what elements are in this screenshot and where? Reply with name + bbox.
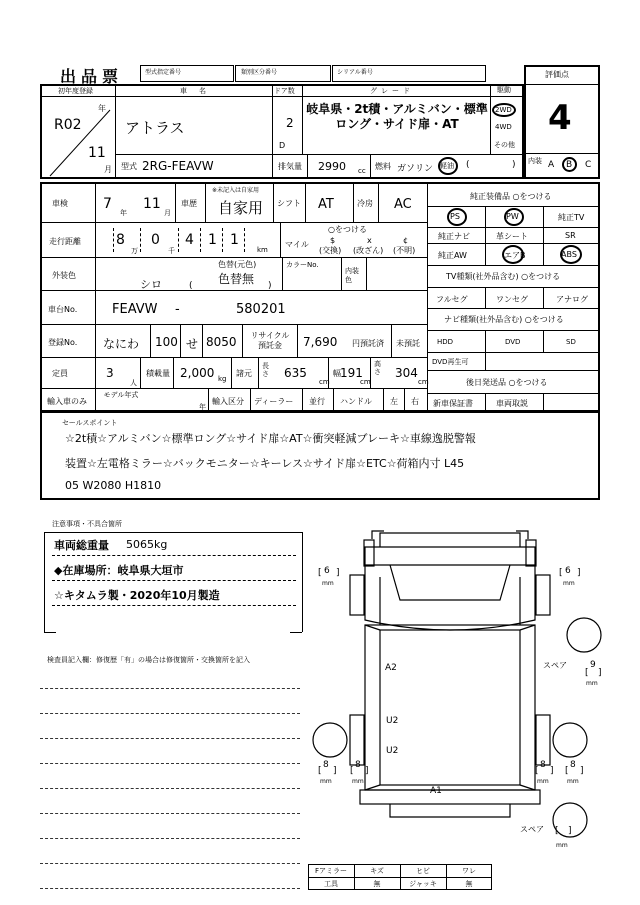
import-cls-label: 輸入区分 — [212, 397, 244, 406]
import-parallel: 並行 — [309, 397, 325, 406]
length-value: 635 — [284, 366, 307, 380]
equip-aw: 純正AW — [438, 251, 467, 260]
score-label: 評価点 — [545, 70, 569, 79]
repaint-value: 色替無 — [218, 272, 255, 286]
recycle-value: 7,690 — [303, 335, 338, 349]
gvw-label: 車両総重量 — [54, 539, 109, 552]
vehicle-diagram — [300, 525, 620, 855]
mileage-unknown: (不明) — [393, 246, 416, 255]
width-value: 191 — [340, 366, 363, 380]
tv-fullseg: フルセグ — [436, 295, 468, 304]
interior-grade-b: B — [566, 160, 573, 170]
svg-text:]: ] — [550, 766, 554, 776]
mm-fl: mm — [322, 580, 334, 587]
model-value: 2RG-FEAVW — [142, 159, 214, 173]
equip-tv: 純正TV — [558, 213, 585, 222]
repaint-label: 色替(元色) — [218, 260, 257, 269]
capacity-label: 定員 — [52, 369, 68, 378]
sales-line-3: 05 W2080 H1810 — [65, 479, 162, 492]
navi-type-title: ナビ種類(社外品含む) ○をつける — [444, 315, 564, 324]
doors-label: ドア数 — [274, 87, 295, 95]
tread-front-left: 6 — [324, 566, 330, 576]
width-label: 幅 — [333, 369, 341, 378]
svg-text:]: ] — [577, 568, 581, 578]
interior-grade-c: C — [585, 160, 592, 170]
tread-spare-top: 9 — [590, 660, 596, 670]
svg-text:[: [ — [535, 766, 539, 776]
ac-value: AC — [394, 197, 412, 212]
svg-text:[: [ — [585, 668, 589, 678]
gvw-value: 5065kg — [126, 538, 168, 551]
car-name: アトラス — [125, 119, 185, 137]
spare-label-bottom: スペア — [520, 825, 544, 834]
height-value: 304 — [395, 366, 418, 380]
reg-class: 100 — [155, 335, 178, 349]
first-reg-label: 初年度登録 — [58, 87, 93, 95]
class-number-label: 類別区分番号 — [241, 69, 278, 76]
inspector-label: 検査員記入欄：修復歴「有」の場合は修復箇所・交換箇所を記入 — [47, 656, 250, 664]
grade-label: グレード — [370, 87, 414, 95]
mm-spare: mm — [586, 680, 598, 687]
mileage-digit-4: 1 — [208, 232, 217, 248]
height-label: 高さ — [374, 360, 381, 376]
score-value: 4 — [548, 98, 572, 138]
navi-dvd-play: DVD再生可 — [432, 358, 469, 366]
cell-jack: ジャッキ — [409, 880, 437, 888]
tv-oneseg: ワンセグ — [496, 295, 528, 304]
history-label: 車歴 — [181, 199, 197, 208]
notes-label: 注意事項・不具合箇所 — [52, 520, 122, 528]
svg-text:]: ] — [580, 766, 584, 776]
shift-value: AT — [318, 197, 334, 212]
interior-label: 内装 — [528, 157, 542, 165]
repaint-paren-open: ( — [189, 281, 193, 291]
person-unit: 人 — [130, 379, 137, 387]
notes-maker: ☆キタムラ製・2020年10月製造 — [54, 589, 220, 602]
mm-rl2: mm — [352, 778, 364, 785]
mm-fr: mm — [563, 580, 575, 587]
drive-4wd: 4WD — [495, 123, 512, 131]
first-reg-era: R02 — [54, 117, 82, 133]
recycle-label: リサイクル預託金 — [250, 331, 290, 350]
first-reg-month: 11 — [88, 145, 106, 161]
mileage-digit-1: 8 — [116, 232, 125, 248]
length-label: 長さ — [262, 362, 269, 378]
import-label: 輸入車のみ — [47, 397, 87, 406]
swap-mark: $ — [330, 236, 336, 245]
mileage-digit-5: 1 — [230, 232, 239, 248]
mileage-rewind: (改ざん) — [353, 246, 384, 255]
interior-color-label: 内装色 — [345, 267, 359, 284]
model-label: 型式 — [121, 162, 137, 171]
tread-rear-right-1: 8 — [540, 760, 546, 770]
svg-text:]: ] — [336, 568, 340, 578]
cell-jack-none: 無 — [465, 880, 473, 888]
grade-value: 岐阜県・2t積・アルミバン・標準ロング・サイド扉・AT — [306, 102, 488, 131]
insp-month-unit: 月 — [164, 209, 171, 217]
length-cm: cm — [319, 378, 330, 386]
reg-area: なにわ — [103, 337, 140, 351]
svg-text:[: [ — [318, 568, 322, 578]
drive-other: その他 — [494, 141, 515, 149]
displacement-label: 排気量 — [278, 162, 302, 171]
inspection-year: 7 — [103, 196, 112, 212]
reg-number: 8050 — [206, 335, 237, 349]
history-note: ※未記入は自家用 — [212, 187, 260, 194]
equip-title: 純正装備品 ○をつける — [470, 192, 552, 201]
fuel-value: ガソリン — [397, 164, 434, 174]
chassis-prefix: FEAVW — [112, 302, 158, 317]
import-dealer: ディーラー — [254, 397, 294, 406]
displacement-value: 2990 — [318, 160, 346, 173]
width-cm: cm — [360, 378, 371, 386]
svg-text:]: ] — [333, 766, 337, 776]
mm-rr1: mm — [537, 778, 549, 785]
equip-airbag: エアB — [504, 251, 526, 260]
dims-label: 諸元 — [236, 369, 252, 378]
navi-sd: SD — [566, 338, 576, 346]
damage-u2-1: U2 — [386, 716, 399, 726]
tread-front-right: 6 — [565, 566, 571, 576]
serial-number-label: シリアル番号 — [337, 69, 373, 76]
svg-text:[: [ — [350, 766, 354, 776]
chassis-dash: - — [175, 302, 180, 317]
mileage-digit-2: 0 — [151, 232, 160, 248]
equip-pw: PW — [506, 212, 519, 221]
reg-label: 登録No. — [48, 338, 78, 347]
interior-grade-a: A — [548, 160, 555, 170]
damage-a1: A1 — [430, 786, 442, 796]
color-label: 外装色 — [52, 271, 76, 280]
kg-unit: kg — [218, 375, 227, 383]
mm-rr2: mm — [567, 778, 579, 785]
unknown-mark: ¢ — [403, 236, 409, 245]
chassis-number: 580201 — [236, 302, 286, 317]
insp-year-unit: 年 — [120, 209, 127, 217]
paren-close: ) — [512, 160, 516, 170]
svg-text:[: [ — [559, 568, 563, 578]
mm-spare-bottom: mm — [556, 842, 568, 849]
tread-rear-left-1: 8 — [323, 760, 329, 770]
damage-a2: A2 — [385, 663, 397, 673]
fuel-label: 燃料 — [375, 162, 391, 171]
drive-label: 駆動 — [497, 86, 511, 94]
svg-text:]: ] — [598, 668, 602, 678]
spare-label-top: スペア — [543, 661, 567, 670]
chassis-label: 車台No. — [48, 305, 78, 314]
shift-label: シフト — [277, 199, 301, 208]
reg-kana: せ — [186, 337, 199, 351]
doors-value: 2 — [286, 116, 294, 130]
mileage-swap: (交換) — [319, 246, 342, 255]
svg-text:[: [ — [565, 766, 569, 776]
mileage-label: 走行距離 — [49, 237, 81, 246]
paren-open: ( — [466, 160, 470, 170]
handle-label: ハンドル — [340, 397, 372, 406]
height-cm: cm — [418, 378, 429, 386]
mileage-circle-note: ○をつける — [328, 225, 367, 234]
cell-break: ワレ — [462, 867, 476, 875]
cell-scratch: キズ — [370, 867, 384, 875]
cc-unit: cc — [358, 167, 366, 175]
model-year-label: モデル年式 — [103, 391, 139, 399]
equip-leather: 革シート — [496, 232, 528, 241]
equip-navi: 純正ナビ — [438, 232, 470, 241]
svg-text:[: [ — [318, 766, 322, 776]
equip-abs: ABS — [561, 250, 577, 259]
equip-ps: PS — [450, 212, 460, 221]
tread-rear-left-2: 8 — [355, 760, 361, 770]
load-label: 積載量 — [146, 369, 170, 378]
form-title: 出品票 — [60, 67, 124, 86]
km-unit: km — [257, 246, 268, 254]
recycle-paid: 円預託済 — [352, 339, 384, 348]
load-value: 2,000 — [180, 366, 215, 380]
sales-line-2: 装置☆左電格ミラー☆バックモニター☆キーレス☆サイド扉☆ETC☆荷箱内寸 L45 — [65, 457, 465, 470]
doors-sub: D — [279, 141, 286, 150]
equip-sr: SR — [565, 231, 576, 240]
inspection-label: 車検 — [52, 199, 68, 208]
sales-line-1: ☆2t積☆アルミバン☆標準ロング☆サイド扉☆AT☆衝突軽減ブレーキ☆車線逸脱警報 — [65, 432, 476, 445]
car-name-label: 車名 — [180, 87, 218, 95]
tv-type-title: TV種類(社外品含む) ○をつける — [446, 272, 561, 281]
cell-tools-none: 無 — [373, 880, 381, 888]
sales-points-label: セールスポイント — [62, 419, 118, 427]
type-number-label: 型式指定番号 — [145, 69, 182, 76]
capacity-value: 3 — [106, 366, 114, 380]
later-title: 後日発送品 ○をつける — [466, 378, 548, 387]
handle-right: 右 — [411, 397, 419, 406]
history-value: 自家用 — [218, 199, 264, 217]
notes-location: ◆在庫場所：岐阜県大垣市 — [54, 564, 184, 577]
model-year-unit: 年 — [199, 403, 206, 411]
cell-crack: ヒビ — [416, 867, 430, 875]
mile-label: マイル — [285, 240, 309, 249]
color-value: シロ — [140, 278, 162, 291]
svg-text:]: ] — [568, 826, 572, 836]
damage-u2-2: U2 — [386, 746, 399, 756]
cell-mirror: Fアミラー — [314, 867, 348, 875]
svg-text:[: [ — [555, 826, 559, 836]
mileage-digit-3: 4 — [185, 232, 194, 248]
later-manual: 車両取説 — [496, 399, 528, 408]
handle-left: 左 — [390, 397, 398, 406]
tv-analog: アナログ — [556, 295, 588, 304]
cell-tools: 工具 — [324, 880, 338, 888]
fuel-diesel: 軽油 — [440, 162, 454, 170]
year-unit: 年 — [98, 104, 106, 113]
ac-label: 冷房 — [357, 199, 373, 208]
man-unit: 万 — [131, 247, 138, 255]
month-unit: 月 — [104, 165, 112, 174]
color-no-label: カラーNo. — [286, 261, 319, 269]
inspection-month: 11 — [143, 196, 161, 212]
navi-dvd: DVD — [505, 338, 521, 346]
later-warranty: 新車保証書 — [433, 399, 473, 408]
drive-2wd: 2WD — [495, 106, 512, 114]
svg-text:]: ] — [365, 766, 369, 776]
repaint-paren-close: ) — [268, 281, 272, 291]
navi-hdd: HDD — [437, 338, 454, 346]
tread-rear-right-2: 8 — [570, 760, 576, 770]
mm-rl1: mm — [320, 778, 332, 785]
rewind-mark: x — [367, 236, 372, 245]
sen-unit: 千 — [168, 247, 175, 255]
recycle-unpaid: 未預託 — [396, 339, 420, 348]
